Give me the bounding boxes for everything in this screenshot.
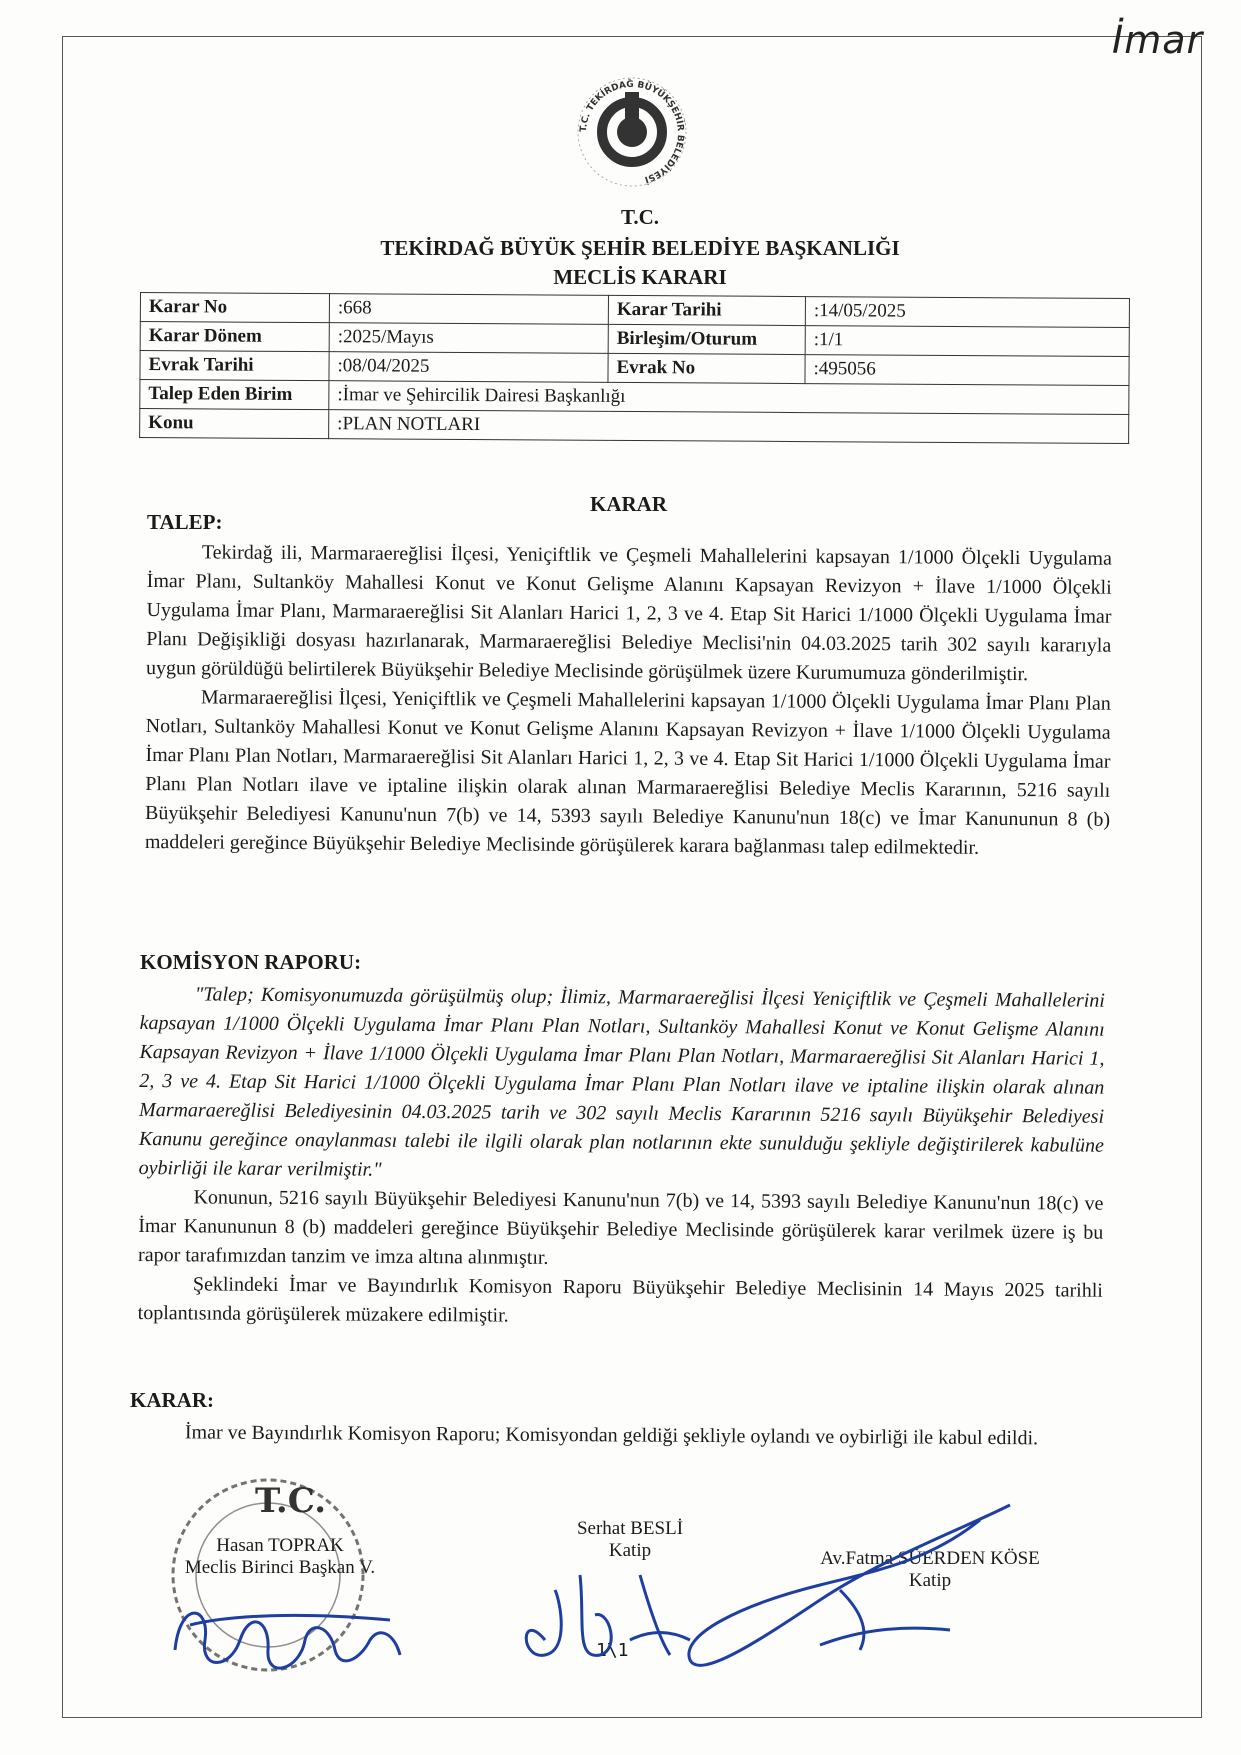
seal-text: T.C. TEKİRDAĞ BÜYÜKŞEHİR BELEDİYESİ [578, 79, 686, 185]
evrak-tarihi-label: Evrak Tarihi [140, 351, 329, 381]
talep-eden-value: :İmar ve Şehircilik Dairesi Başkanlığı [329, 381, 1129, 415]
signature-name: Serhat BESLİ [576, 1518, 684, 1539]
talep-heading: TALEP: [147, 510, 223, 534]
birlesim-label: Birleşim/Oturum [608, 324, 805, 354]
signature-title: Meclis Birinci Başkan V. [184, 1557, 376, 1578]
karar-tarihi-value: :14/05/2025 [805, 297, 1129, 328]
header-institution: TEKİRDAĞ BÜYÜK ŞEHİR BELEDİYE BAŞKANLIĞI [380, 236, 900, 260]
talep-paragraph-1: Tekirdağ ili, Marmaraereğlisi İlçesi, Yeniçiftlik ve Çeşmeli Mahallelerini kapsayan 1/1000 Ölçekli Uygulama İmar Planı, Sultanköy Mahallesi Konut ve Konut Gelişme Alanını Kapsayan Revizyon + İlave 1/1000 Ölçekli Uygulama İmar Planı, Marmaraereğlisi Sit Alanları Harici 1, 2, 3 ve 4. Etap Sit Harici 1/1000 Ölçekli Uygulama İmar Planı Değişikliği dosyası hazırlanarak, Marmaraereğlisi Belediye Meclisi'nin 04.03.2025 tarih 302 sayılı kararıyla uygun görüldüğü belirtilerek Büyükşehir Belediye Meclisinde görüşülmek üzere Kurumumuza gönderilmiştir. [146, 541, 1112, 686]
signature-name: Hasan TOPRAK [216, 1535, 344, 1556]
komisyon-paragraph-2: Şeklindeki İmar ve Bayındırlık Komisyon Raporu Büyükşehir Belediye Meclisinin 14 Mayıs 2025 tarihli toplantısında görüşülerek müzakere edilmiştir. [137, 1273, 1103, 1327]
karar-donem-value: :2025/Mayıs [329, 323, 608, 354]
komisyon-heading: KOMİSYON RAPORU: [140, 950, 362, 974]
komisyon-paragraph-1: Konunun, 5216 sayılı Büyükşehir Belediyesi Kanunu'nun 7(b) ve 14, 5393 sayılı Belediye Kanunu'nun 18(c) ve İmar Kanununun 8 (b) maddeleri gereğince Büyükşehir Belediye Meclisinde görüşülerek karar verilmek üzere iş bu rapor tarafımızdan tanzim ve imza altına alınmıştır. [138, 1186, 1104, 1269]
talep-eden-label: Talep Eden Birim [140, 380, 329, 410]
karar-tarihi-label: Karar Tarihi [608, 295, 805, 325]
page-number: 1\1 [596, 1640, 629, 1661]
evrak-tarihi-value: :08/04/2025 [329, 352, 608, 383]
header-doc-type: MECLİS KARARI [553, 265, 727, 289]
karar-donem-label: Karar Dönem [140, 322, 329, 352]
signature-name: Av.Fatma SÜERDEN KÖSE [820, 1548, 1040, 1569]
signature-scribble-1 [175, 1613, 400, 1668]
birlesim-value: :1/1 [805, 326, 1129, 357]
karar-no-value: :668 [329, 294, 608, 325]
signature-scribble-2 [526, 1575, 690, 1655]
evrak-no-value: :495056 [805, 355, 1129, 386]
komisyon-quote: "Talep; Komisyonumuzda görüşülmüş olup; İlimiz, Marmaraereğlisi İlçesi Yeniçiftlik ve Çeşmeli Mahallelerini kapsayan 1/1000 Ölçekli Uygulama İmar Planı Plan Notları, Sultanköy Mahallesi Konut ve Konut Gelişme Alanını Kapsayan Revizyon + İlave 1/1000 Ölçekli Uygulama İmar Planı Plan Notları, Marmaraereğlisi Sit Alanları Harici 1, 2, 3 ve 4. Etap Sit Harici 1/1000 Ölçekli Uygulama İmar Planı Plan Notları ilave ve iptaline ilişkin olarak alınan Marmaraereğlisi Belediyesinin 04.03.2025 tarih ve 302 sayılı Meclis Kararının 5216 sayılı Büyükşehir Belediyesi Kanunu gereğince onaylanması talebi ile ilgili olarak plan notlarının ekte sunulduğu şekliyle değiştirilerek kabulüne oybirliği ile karar verilmiştir." [138, 983, 1105, 1181]
signature-title: Katip [608, 1540, 652, 1561]
evrak-no-label: Evrak No [608, 353, 805, 383]
header-tc: T.C. [620, 205, 660, 229]
signature-title: Katip [908, 1570, 952, 1591]
talep-paragraph-2: Marmaraereğlisi İlçesi, Yeniçiftlik ve Çeşmeli Mahallelerini kapsayan 1/1000 Ölçekli Uygulama İmar Planı Plan Notları, Sultanköy Mahallesi Konut ve Konut Gelişme Alanını Kapsayan Revizyon + İlave 1/1000 Ölçekli Uygulama İmar Planı Plan Notları, Marmaraereğlisi Sit Alanları Harici 1, 2, 3 ve 4. Etap Sit Harici 1/1000 Ölçekli Uygulama İmar Planı Plan Notları ilave ve iptaline ilişkin olarak alınan Marmaraereğlisi Belediye Meclis Kararının, 5216 sayılı Büyükşehir Belediyesi Kanunu'nun 7(b) ve 14, 5393 sayılı Belediye Kanunu'nun 18(c) ve İmar Kanununun 8 (b) maddeleri gereğince Büyükşehir Belediye Meclisinde görüşülerek karara bağlanması talep edilmektedir. [144, 686, 1111, 859]
stamp-text: T.C. [255, 1481, 327, 1521]
konu-label: Konu [140, 409, 329, 439]
karar-title: KARAR [590, 492, 667, 516]
karar-paragraph-1: İmar ve Bayındırlık Komisyon Raporu; Komisyondan geldiği şekliyle oylandı ve oybirliği ile kabul edildi. [184, 1421, 1039, 1450]
signature-scribble-3 [689, 1505, 1010, 1665]
handwritten-note: İmar [1112, 18, 1204, 62]
konu-value: :PLAN NOTLARI [329, 410, 1129, 444]
karar-heading: KARAR: [130, 1388, 214, 1412]
karar-no-label: Karar No [140, 293, 329, 323]
